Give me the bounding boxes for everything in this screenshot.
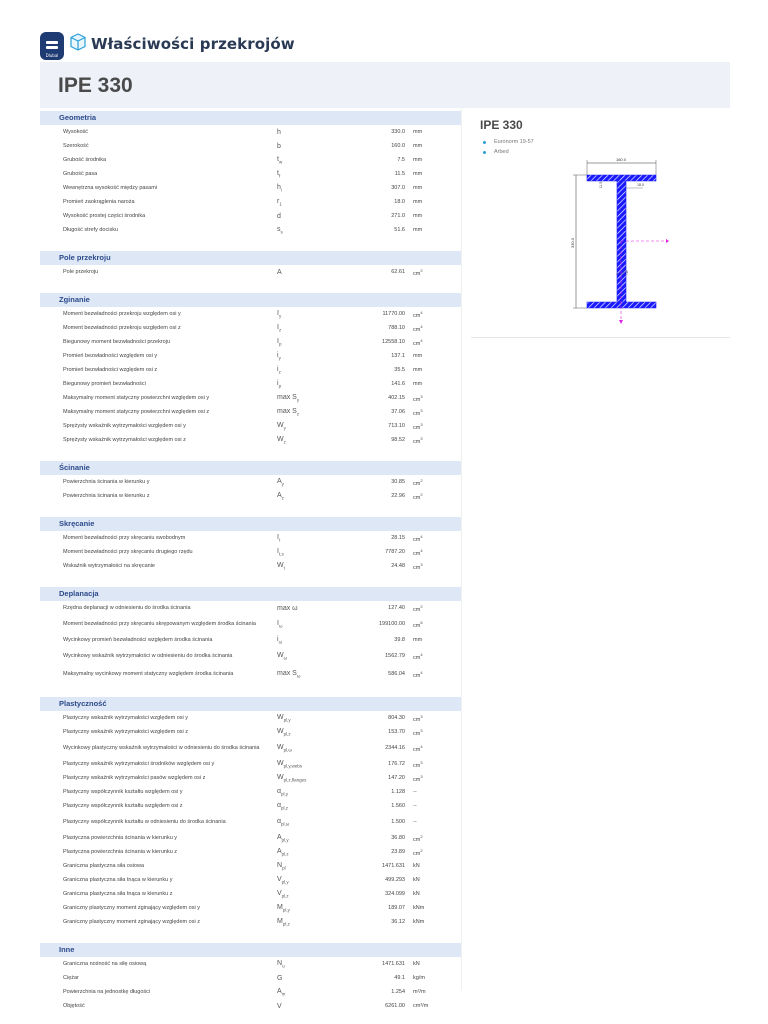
info-title: IPE 330	[480, 118, 523, 132]
property-symbol: $r_1$	[277, 197, 282, 207]
property-value: 160.0	[391, 143, 405, 149]
property-unit: kNm	[413, 905, 425, 911]
property-value: 1562.79	[385, 653, 405, 659]
section-info-panel	[471, 108, 730, 338]
property-value: 36.80	[391, 835, 405, 841]
table-row	[40, 209, 461, 223]
property-symbol: $i_z$	[277, 365, 281, 375]
section-heading: Skręcanie	[40, 517, 461, 531]
table-row	[40, 915, 461, 929]
property-description: Graniczna nośność na siłę osiową	[63, 960, 147, 967]
property-description: Rzędna deplanacji w odniesieniu do środka ścinania	[63, 604, 191, 611]
section-7	[40, 929, 461, 1013]
table-row	[40, 363, 461, 377]
property-description: Maksymalny wycinkowy moment statyczny względem środka ścinania	[63, 670, 234, 677]
property-unit: $cm^3$	[413, 407, 423, 417]
width-label: 160.0	[615, 157, 627, 162]
property-symbol: $W_{pl,y,webs}$	[277, 759, 303, 769]
table-row	[40, 615, 461, 633]
table-row	[40, 971, 461, 985]
property-value: 127.40	[388, 605, 405, 611]
section-heading: Pole przekroju	[40, 251, 461, 265]
app-title: Właściwości przekrojów	[91, 35, 295, 53]
property-description: Graniczna plastyczna siła tnąca w kierunku z	[63, 890, 173, 897]
property-description: Wycinkowy promień bezwładności względem środka ścinania	[63, 636, 213, 643]
property-description: Moment bezwładności przy skręcaniu drugiego rzędu	[63, 548, 193, 555]
section-4	[40, 503, 461, 573]
table-row	[40, 601, 461, 615]
property-description: Pole przekroju	[63, 268, 99, 275]
property-unit: $cm^4$	[413, 547, 423, 557]
property-description: Wycinkowy plastyczny wskaźnik wytrzymałości w odniesieniu do środka ścinania	[63, 744, 260, 751]
property-unit: $cm^4$	[413, 669, 423, 679]
property-value: 137.1	[391, 353, 405, 359]
property-value: 330.0	[391, 129, 405, 135]
logo-text: Dlubal	[45, 53, 59, 58]
section-heading: Geometria	[40, 111, 461, 125]
property-description: Powierzchnia ścinania w kierunku y	[63, 478, 150, 485]
property-value: 37.06	[391, 409, 405, 415]
property-description: Wycinkowy wskaźnik wytrzymałości w odniesieniu do środka ścinania	[63, 652, 233, 659]
property-unit: mm	[413, 353, 423, 359]
table-row	[40, 799, 461, 813]
property-value: 35.5	[394, 367, 405, 373]
property-unit: kN	[413, 891, 420, 897]
property-value: 23.89	[391, 849, 405, 855]
property-description: Długość strefy docisku	[63, 226, 119, 233]
property-symbol: $W_\omega$	[277, 651, 288, 661]
property-symbol: $\max S_y$	[277, 393, 300, 403]
table-row	[40, 391, 461, 405]
property-unit: mm	[413, 637, 423, 643]
property-unit: $cm^3$	[413, 421, 423, 431]
property-value: 6261.00	[385, 1003, 405, 1009]
table-row	[40, 559, 461, 573]
property-unit: $cm^2$	[413, 477, 423, 487]
property-symbol: $A_m$	[277, 987, 286, 997]
property-description: Plastyczny wskaźnik wytrzymałości środników względem osi y	[63, 760, 215, 767]
section-6	[40, 683, 461, 929]
section-0	[40, 111, 461, 237]
property-value: 11.5	[394, 171, 405, 177]
property-description: Biegunowy moment bezwładności przekroju	[63, 338, 170, 345]
property-symbol: $I_t$	[277, 533, 281, 543]
property-description: Maksymalny moment statyczny powierzchni względem osi z	[63, 408, 210, 415]
property-symbol: $s_s$	[277, 225, 283, 235]
property-symbol: $N_{pl}$	[277, 861, 286, 871]
property-value: 39.8	[394, 637, 405, 643]
property-unit: $cm^3$	[413, 713, 423, 723]
property-value: 499.293	[385, 877, 405, 883]
property-symbol: A	[277, 268, 282, 276]
property-value: 1.254	[391, 989, 405, 995]
table-row	[40, 195, 461, 209]
property-value: 7.5	[397, 157, 405, 163]
table-row	[40, 711, 461, 725]
property-unit: mm	[413, 381, 423, 387]
table-row	[40, 307, 461, 321]
table-row	[40, 647, 461, 665]
section-5	[40, 573, 461, 683]
property-description: Moment bezwładności przekroju względem osi z	[63, 324, 181, 331]
cross-section-drawing	[471, 108, 730, 338]
property-unit: kg/m	[413, 975, 425, 981]
property-symbol: $t_f$	[277, 169, 281, 179]
property-description: Wysokość prostej części środnika	[63, 212, 146, 219]
property-value: 36.12	[391, 919, 405, 925]
table-row	[40, 125, 461, 139]
property-value: 586.04	[388, 671, 405, 677]
property-description: Szerokość	[63, 142, 89, 149]
table-row	[40, 771, 461, 785]
property-symbol: $W_{pl,\omega}$	[277, 743, 292, 753]
property-value: 62.61	[391, 269, 405, 275]
table-row	[40, 859, 461, 873]
property-unit: $cm^4$	[413, 651, 423, 661]
table-row	[40, 405, 461, 419]
section-heading: Ścinanie	[40, 461, 461, 475]
property-symbol: $I_p$	[277, 337, 282, 347]
property-value: 189.07	[388, 905, 405, 911]
property-unit: $cm^2$	[413, 833, 423, 843]
property-unit: --	[413, 803, 417, 809]
property-unit: $cm^3$	[413, 435, 423, 445]
property-unit: kN	[413, 863, 420, 869]
property-unit: mm	[413, 171, 423, 177]
property-value: 788.10	[388, 325, 405, 331]
property-unit: $cm^2$	[413, 847, 423, 857]
property-value: 141.6	[391, 381, 405, 387]
property-symbol: $I_z$	[277, 323, 282, 333]
property-unit: --	[413, 819, 417, 825]
dlubal-logo[interactable]	[40, 32, 64, 60]
property-unit: mm	[413, 199, 423, 205]
property-value: 153.70	[388, 729, 405, 735]
table-row	[40, 475, 461, 489]
table-row	[40, 223, 461, 237]
section-heading: Plastyczność	[40, 697, 461, 711]
table-row	[40, 265, 461, 279]
property-unit: $cm^3$	[413, 561, 423, 571]
table-row	[40, 153, 461, 167]
property-symbol: $W_z$	[277, 435, 286, 445]
table-row	[40, 957, 461, 971]
table-row	[40, 901, 461, 915]
property-description: Ciężar	[63, 974, 79, 981]
property-value: 22.96	[391, 493, 405, 499]
table-row	[40, 785, 461, 799]
web-label: 7.5	[623, 270, 628, 274]
property-description: Promień zaokrąglenia naroża	[63, 198, 135, 205]
property-unit: kNm	[413, 919, 425, 925]
flange-label: 11.5	[599, 181, 603, 189]
property-value: 199100.00	[379, 621, 405, 627]
property-value: 11770.00	[382, 311, 405, 317]
property-description: Objętość	[63, 1002, 85, 1009]
table-row	[40, 725, 461, 739]
norm-item: Euronorm 19-57	[483, 137, 534, 147]
table-row	[40, 665, 461, 683]
section-heading: Zginanie	[40, 293, 461, 307]
property-unit: $cm^4$	[413, 309, 423, 319]
property-description: Graniczny plastyczny moment zginający względem osi z	[63, 918, 200, 925]
property-symbol: $A_z$	[277, 491, 284, 501]
property-symbol: $I_{t,s}$	[277, 547, 284, 557]
property-value: 402.15	[388, 395, 405, 401]
property-symbol: b	[277, 142, 281, 150]
table-row	[40, 813, 461, 831]
property-description: Grubość pasa	[63, 170, 98, 177]
property-unit: $cm^4$	[413, 743, 423, 753]
property-value: 1.560	[391, 803, 405, 809]
table-row	[40, 377, 461, 391]
radius-label: 18.0	[637, 183, 644, 187]
property-value: 1.128	[391, 789, 405, 795]
property-unit: m²/m	[413, 989, 426, 995]
table-row	[40, 831, 461, 845]
table-row	[40, 419, 461, 433]
table-row	[40, 321, 461, 335]
property-symbol: h	[277, 128, 281, 136]
property-description: Moment bezwładności przy skręcaniu swobodnym	[63, 534, 186, 541]
property-unit: kN	[413, 961, 420, 967]
property-description: Biegunowy promień bezwładności	[63, 380, 146, 387]
property-symbol: $V_{pl,z}$	[277, 889, 289, 899]
property-description: Moment bezwładności przekroju względem osi y	[63, 310, 181, 317]
section-header	[40, 62, 730, 108]
table-row	[40, 757, 461, 771]
property-symbol: $i_y$	[277, 351, 281, 361]
property-description: Plastyczny współczynnik kształtu względem osi z	[63, 802, 183, 809]
section-3	[40, 447, 461, 503]
property-unit: mm	[413, 129, 423, 135]
norm-item: Arbed	[483, 147, 534, 157]
property-value: 30.85	[391, 479, 405, 485]
property-value: 28.15	[391, 535, 405, 541]
table-row	[40, 887, 461, 901]
property-description: Promień bezwładności względem osi y	[63, 352, 158, 359]
property-description: Plastyczna powierzchnia ścinania w kierunku y	[63, 834, 178, 841]
property-symbol: $M_{pl,z}$	[277, 917, 290, 927]
property-description: Wskaźnik wytrzymałości na skręcanie	[63, 562, 155, 569]
property-symbol: $W_t$	[277, 561, 285, 571]
property-value: 2344.16	[385, 745, 405, 751]
properties-table	[40, 108, 462, 1010]
property-symbol: $A_y$	[277, 477, 284, 487]
property-unit: cm³/m	[413, 1003, 429, 1009]
property-value: 12558.10	[382, 339, 405, 345]
cube-icon	[70, 33, 86, 51]
property-description: Graniczny plastyczny moment zginający względem osi y	[63, 904, 200, 911]
property-value: 713.10	[388, 423, 405, 429]
property-description: Graniczna plastyczna siła osiowa	[63, 862, 145, 869]
page-title: IPE 330	[58, 74, 133, 97]
table-row	[40, 531, 461, 545]
property-value: 1471.631	[382, 863, 405, 869]
property-description: Powierzchnia na jednostkę długości	[63, 988, 151, 995]
table-row	[40, 349, 461, 363]
property-description: Plastyczny współczynnik kształtu względem osi y	[63, 788, 183, 795]
table-row	[40, 633, 461, 647]
top-bar	[0, 28, 768, 64]
property-description: Plastyczny wskaźnik wytrzymałości pasów względem osi z	[63, 774, 206, 781]
property-symbol: $i_p$	[277, 379, 282, 389]
property-symbol: $W_{pl,y}$	[277, 713, 291, 723]
section-heading: Deplanacja	[40, 587, 461, 601]
property-symbol: $W_{pl,z,flanges}$	[277, 773, 307, 783]
web-shape	[617, 181, 626, 302]
property-symbol: d	[277, 212, 281, 220]
property-unit: $cm^2$	[413, 267, 423, 277]
property-symbol: $I_\omega$	[277, 619, 283, 629]
table-row	[40, 873, 461, 887]
property-value: 49.1	[394, 975, 405, 981]
property-description: Powierzchnia ścinania w kierunku z	[63, 492, 150, 499]
table-row	[40, 545, 461, 559]
property-unit: $cm^2$	[413, 603, 423, 613]
property-symbol: $i_\omega$	[277, 635, 283, 645]
property-value: 18.0	[394, 199, 405, 205]
table-row	[40, 739, 461, 757]
property-description: Wewnętrzna wysokość między pasami	[63, 184, 158, 191]
property-symbol: $\max S_z$	[277, 407, 300, 417]
property-value: 1471.631	[382, 961, 405, 967]
property-unit: $cm^6$	[413, 619, 423, 629]
property-symbol: max ω	[277, 604, 298, 612]
table-row	[40, 167, 461, 181]
property-unit: --	[413, 789, 417, 795]
height-label: 330.0	[570, 237, 575, 249]
property-description: Wysokość	[63, 128, 89, 135]
property-unit: mm	[413, 213, 423, 219]
property-value: 176.72	[388, 761, 405, 767]
property-value: 307.0	[391, 185, 405, 191]
section-1	[40, 237, 461, 279]
property-symbol: $t_w$	[277, 155, 283, 165]
property-unit: $cm^4$	[413, 323, 423, 333]
property-value: 147.20	[388, 775, 405, 781]
property-description: Graniczna plastyczna siła tnąca w kierunku y	[63, 876, 173, 883]
section-heading: Inne	[40, 943, 461, 957]
property-symbol: G	[277, 974, 283, 982]
property-description: Plastyczny wskaźnik wytrzymałości względem osi y	[63, 714, 189, 721]
property-description: Moment bezwładności przy skręcaniu skrępowanym względem środka ścinania	[63, 620, 256, 627]
property-unit: kN	[413, 877, 420, 883]
property-symbol: $M_{pl,y}$	[277, 903, 290, 913]
property-symbol: $I_y$	[277, 309, 282, 319]
property-symbol: $\alpha_{pl,z}$	[277, 801, 289, 811]
property-unit: mm	[413, 227, 423, 233]
table-row	[40, 489, 461, 503]
property-symbol: $V_{pl,y}$	[277, 875, 289, 885]
property-unit: $cm^3$	[413, 759, 423, 769]
table-row	[40, 433, 461, 447]
property-unit: $cm^4$	[413, 337, 423, 347]
property-unit: mm	[413, 157, 423, 163]
table-row	[40, 139, 461, 153]
property-symbol: $\max S_\omega$	[277, 669, 301, 679]
property-value: 51.6	[394, 227, 405, 233]
property-description: Grubość środnika	[63, 156, 107, 163]
property-description: Plastyczny współczynnik kształtu w odniesieniu do środka ścinania	[63, 818, 226, 825]
property-symbol: $h_i$	[277, 183, 282, 193]
property-value: 324.099	[385, 891, 405, 897]
table-row	[40, 999, 461, 1013]
property-unit: $cm^3$	[413, 727, 423, 737]
property-symbol: V	[277, 1002, 282, 1010]
property-value: 804.30	[388, 715, 405, 721]
property-value: 7787.20	[385, 549, 405, 555]
property-symbol: $A_{pl,z}$	[277, 847, 289, 857]
table-row	[40, 985, 461, 999]
property-description: Plastyczny wskaźnik wytrzymałości względem osi z	[63, 728, 189, 735]
property-symbol: $N_u$	[277, 959, 285, 969]
property-unit: $cm^3$	[413, 393, 423, 403]
property-symbol: $\alpha_{pl,\omega}$	[277, 817, 290, 827]
section-2	[40, 279, 461, 447]
property-description: Sprężysty wskaźnik wytrzymałości względem osi z	[63, 436, 186, 443]
property-description: Maksymalny moment statyczny powierzchni względem osi y	[63, 394, 210, 401]
property-value: 98.52	[391, 437, 405, 443]
property-description: Plastyczna powierzchnia ścinania w kierunku z	[63, 848, 178, 855]
table-row	[40, 181, 461, 195]
property-description: Promień bezwładności względem osi z	[63, 366, 158, 373]
property-symbol: $W_{pl,z}$	[277, 727, 291, 737]
property-value: 24.48	[391, 563, 405, 569]
property-symbol: $A_{pl,y}$	[277, 833, 289, 843]
property-description: Sprężysty wskaźnik wytrzymałości względem osi y	[63, 422, 186, 429]
property-unit: $cm^2$	[413, 491, 423, 501]
property-unit: mm	[413, 185, 423, 191]
property-unit: mm	[413, 143, 423, 149]
table-row	[40, 845, 461, 859]
table-row	[40, 335, 461, 349]
property-value: 1.500	[391, 819, 405, 825]
property-unit: $cm^4$	[413, 533, 423, 543]
property-symbol: $\alpha_{pl,y}$	[277, 787, 289, 797]
property-unit: $cm^3$	[413, 773, 423, 783]
property-unit: mm	[413, 367, 423, 373]
property-value: 271.0	[391, 213, 405, 219]
property-symbol: $W_y$	[277, 421, 286, 431]
